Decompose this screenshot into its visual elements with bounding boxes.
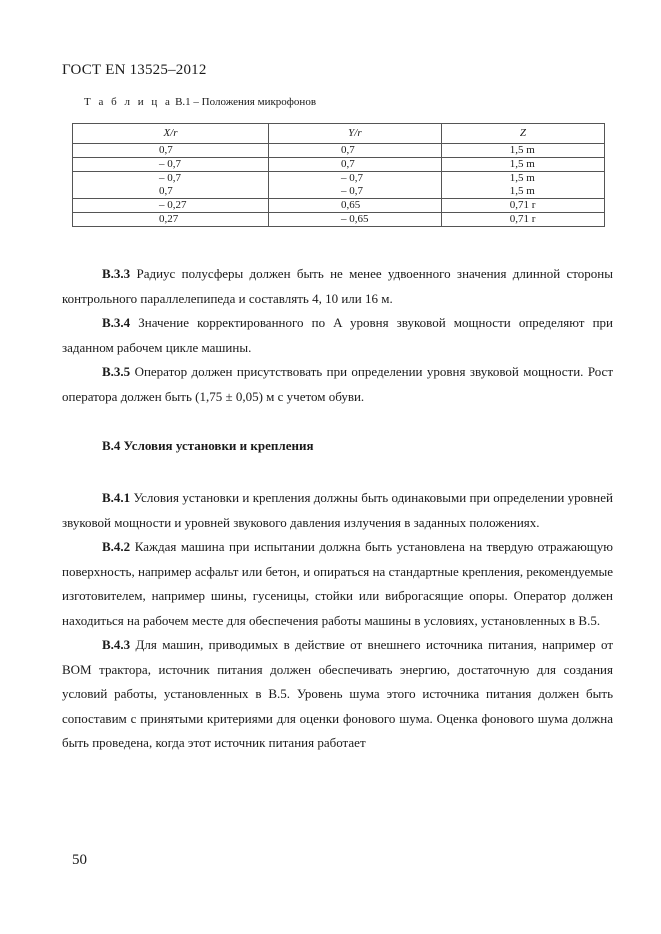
- clause-number: B.4.3: [102, 637, 131, 652]
- clause-number: B.3.5: [102, 364, 131, 379]
- clause-text: Оператор должен присутствовать при определении уровня звуковой мощности. Рост оператора должен быть (1,75 ± 0,05) м с учетом обуви.: [62, 364, 613, 404]
- table-row: [73, 144, 605, 158]
- cell-x: – 0,27: [73, 199, 269, 213]
- paragraph-b42: [62, 535, 613, 633]
- cell-z: 1,5 m: [441, 172, 604, 186]
- table-caption-prefix: Т а б л и ц а: [84, 96, 173, 108]
- table-row: [73, 172, 605, 186]
- cell-y: – 0,7: [268, 185, 441, 199]
- cell-y: 0,7: [268, 144, 441, 158]
- column-header-y: Y/r: [268, 124, 441, 144]
- page-number: 50: [72, 852, 87, 868]
- cell-z: 1,5 m: [441, 185, 604, 199]
- cell-x: 0,7: [73, 185, 269, 199]
- table-row: [73, 199, 605, 213]
- cell-x: – 0,7: [73, 172, 269, 186]
- clause-number: B.4.2: [102, 539, 131, 554]
- cell-y: 0,7: [268, 158, 441, 172]
- cell-z: 0,71 r: [441, 199, 604, 213]
- table-caption-text: B.1 – Положения микрофонов: [172, 96, 317, 108]
- paragraphs-block-b4: [62, 486, 613, 756]
- clause-text: Радиус полусферы должен быть не менее удвоенного значения длинной стороны контрольного параллелепипеда и составлять 4, 10 или 16 м.: [62, 266, 613, 306]
- clause-text: Для машин, приводимых в действие от внешнего источника питания, например от ВОМ трактора, источник питания должен обеспечивать энергию, достаточную для создания условий работы, установленных в B.5. Уровень шума этого источника питания должен быть сопоставим с принятыми критериями для оценки фонового шума. Оценка фонового шума должна быть проведена, когда этот источник питания работает: [62, 637, 613, 750]
- section-title: B.4 Условия установки и крепления: [102, 438, 314, 453]
- clause-number: B.3.3: [102, 266, 131, 281]
- document-header: ГОСТ EN 13525–2012: [62, 62, 207, 78]
- paragraph-b41: [62, 486, 613, 535]
- cell-y: – 0,65: [268, 213, 441, 227]
- paragraph-b35: [62, 360, 613, 409]
- paragraph-b43: [62, 633, 613, 756]
- clause-number: B.3.4: [102, 315, 131, 330]
- paragraph-b34: [62, 311, 613, 360]
- clause-text: Каждая машина при испытании должна быть установлена на твердую отражающую поверхность, например асфальт или бетон, и опираться на стандартные крепления, рекомендуемые изготовителем, например шины, гусеницы, стойки или виброгасящие опоры. Оператор должен находиться на рабочем месте для обеспечения работы машины в условиях, установленных в B.5.: [62, 539, 613, 628]
- table-row: [73, 185, 605, 199]
- clause-number: B.4.1: [102, 490, 131, 505]
- column-header-z: Z: [441, 124, 604, 144]
- cell-y: – 0,7: [268, 172, 441, 186]
- cell-z: 1,5 m: [441, 158, 604, 172]
- microphone-positions-table: [72, 123, 605, 227]
- table-header-row: [73, 124, 605, 144]
- cell-x: – 0,7: [73, 158, 269, 172]
- clause-text: Условия установки и крепления должны быть одинаковыми при определении уровней звуковой мощности и уровней звукового давления излучения в заданных положениях.: [62, 490, 613, 530]
- paragraph-b33: [62, 262, 613, 311]
- cell-y: 0,65: [268, 199, 441, 213]
- cell-x: 0,27: [73, 213, 269, 227]
- table-row: [73, 213, 605, 227]
- cell-x: 0,7: [73, 144, 269, 158]
- table-row: [73, 158, 605, 172]
- paragraphs-block-b3: [62, 262, 613, 409]
- cell-z: 1,5 m: [441, 144, 604, 158]
- column-header-x: X/r: [73, 124, 269, 144]
- table-caption: [84, 96, 316, 108]
- clause-text: Значение корректированного по A уровня звуковой мощности определяют при заданном рабочем цикле машины.: [62, 315, 613, 355]
- cell-z: 0,71 r: [441, 213, 604, 227]
